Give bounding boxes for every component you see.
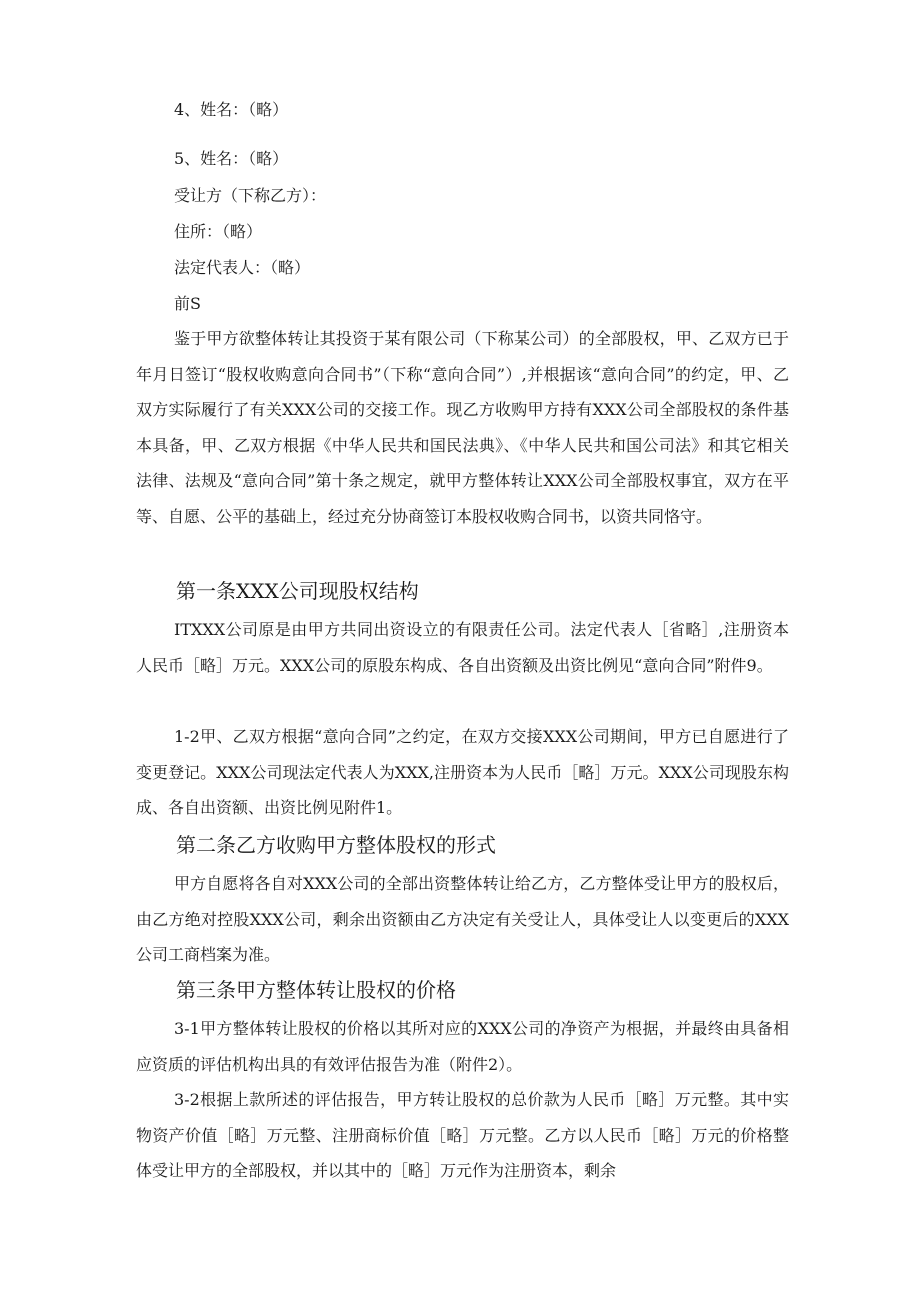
preamble-heading: 前S xyxy=(174,294,201,313)
article-2-title: 第二条乙方收购甲方整体股权的形式 xyxy=(176,833,496,857)
party-line-4: 4、姓名：（略） xyxy=(174,100,289,119)
party-line-5: 5、姓名：（略） xyxy=(174,149,289,168)
preamble-paragraph: 鉴于甲方欲整体转让其投资于某有限公司（下称某公司）的全部股权，甲、乙双方已于年月日签订“股权收购意向合同书”（下称“意向合同”）,并根据该“意向合同”的约定，甲、乙双方实际履行了有关XXX公司的交接工作。现乙方收购甲方持有XXX公司全部股权的条件基本具备，甲、乙双方根据《中华人民共和国民法典》、《中华人民共和国公司法》和其它相关法律、法规及“意向合同”第十条之规定，就甲方整体转让XXX公司全部股权事宜，双方在平等、自愿、公平的基础上，经过充分协商签订本股权收购合同书，以资共同恪守。 xyxy=(136,329,789,526)
legal-representative-line: 法定代表人：（略） xyxy=(174,258,311,277)
article-3-clause-1: 3-1甲方整体转让股权的价格以其所对应的XXX公司的净资产为根据，并最终由具备相应资质的评估机构出具的有效评估报告为准（附件2）。 xyxy=(136,1019,789,1074)
article-1-title: 第一条XXX公司现股权结构 xyxy=(176,579,419,603)
article-1-clause-2: 1-2甲、乙双方根据“意向合同”之约定，在双方交接XXX公司期间，甲方已自愿进行了变更登记。XXX公司现法定代表人为XXX,注册资本为人民币［略］万元。XXX公司现股东构成、各自出资额、出资比例见附件1。 xyxy=(136,727,789,817)
address-line: 住所：（略） xyxy=(174,222,263,241)
article-3-clause-2: 3-2根据上款所述的评估报告，甲方转让股权的总价款为人民币［略］万元整。其中实物资产价值［略］万元整、注册商标价值［略］万元整。乙方以人民币［略］万元的价格整体受让甲方的全部股权，并以其中的［略］万元作为注册资本，剩余 xyxy=(136,1090,789,1180)
transferee-label: 受让方（下称乙方）： xyxy=(174,186,327,205)
article-2-clause-1: 甲方自愿将各自对XXX公司的全部出资整体转让给乙方，乙方整体受让甲方的股权后，由乙方绝对控股XXX公司，剩余出资额由乙方决定有关受让人，具体受让人以变更后的XXX公司工商档案为准。 xyxy=(136,874,789,964)
article-1-clause-1: ITXXX公司原是由甲方共同出资设立的有限责任公司。法定代表人［省略］,注册资本人民币［略］万元。XXX公司的原股东构成、各自出资额及出资比例见“意向合同”附件9。 xyxy=(136,620,789,675)
article-3-title: 第三条甲方整体转让股权的价格 xyxy=(176,978,456,1002)
